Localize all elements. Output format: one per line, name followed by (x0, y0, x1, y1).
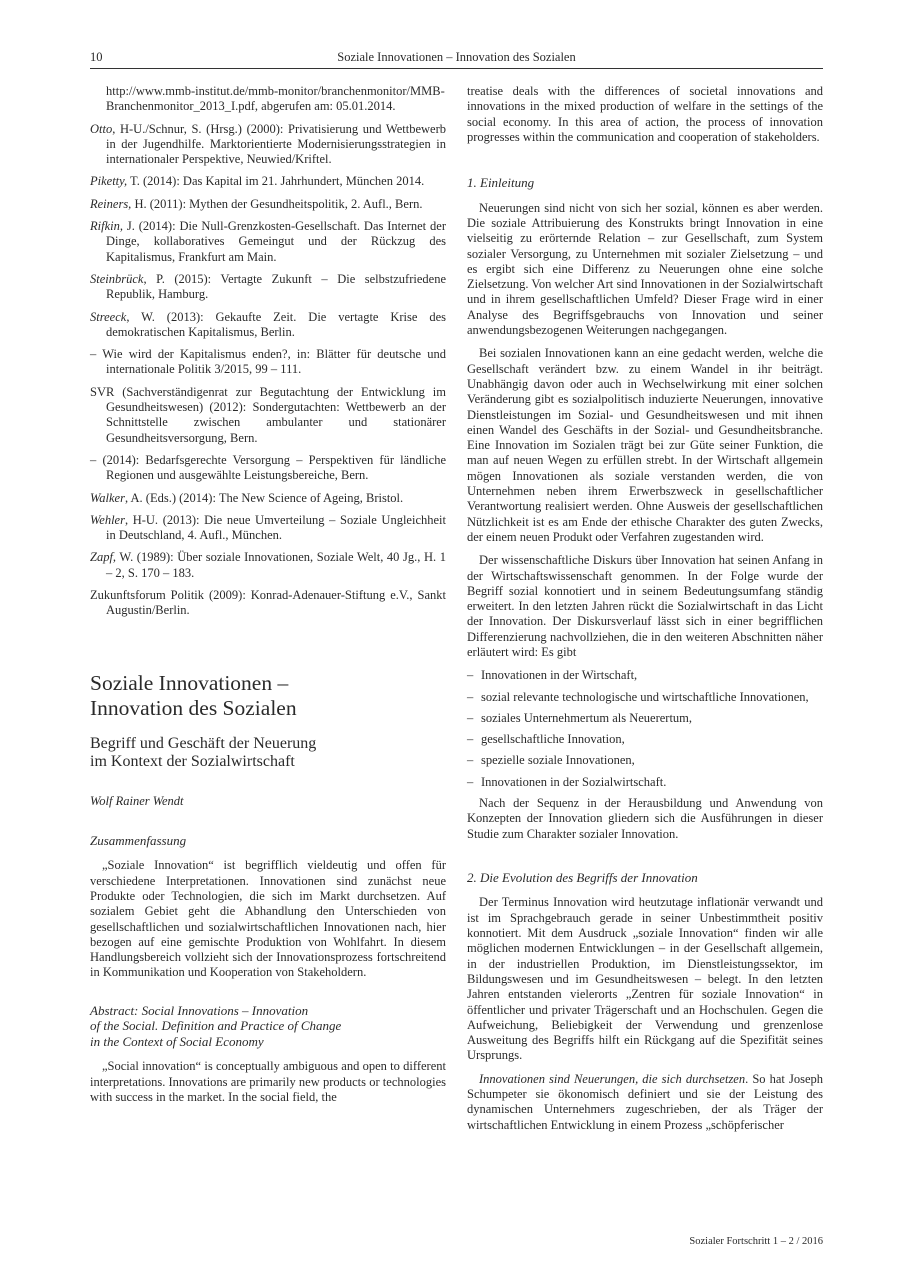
list-item: – Innovationen in der Wirtschaft, (467, 668, 638, 683)
reference-item: SVR (Sachverständigenrat zur Begutachtung der Entwicklung im Gesundheitswesen) (2012): Sondergutachten: Wettbewerb an der Schnittstelle zwischen ambulanter und stationärer Gesundheitsversorgung, Bern. (90, 384, 446, 445)
reference-list (90, 84, 446, 619)
paragraph: Der Terminus Innovation wird heutzutage inflationär verwandt und ist im Sprachgebrauch gerade in seiner Unbestimmtheit positiv konnotiert. Mit dem Ausdruck „soziale Innovation“ finden wir alle möglichen modernen Entwicklungen – in der Gesellschaft allgemein, in der industriellen Produktion, im Dienstleistungssektor, im Bildungswesen und im Gesundheitswesen – belegt. In den letzten Jahren entstanden vielerorts „Zentren für soziale Innovation“ in öffentlicher und privater Trägerschaft und an Hochschulen. Gegen die Aufweichung, Beliebigkeit der Verwendung und grenzenlose Ausweitung des Begriffs hilft ein Rückgang auf die Spezifität seines Ursprungs. (467, 895, 823, 1063)
concept-list (467, 668, 823, 790)
paragraph: Neuerungen sind nicht von sich her sozial, können es aber werden. Die soziale Attribuierung des Konstrukts bringt Innovation in eine vielseitig zu erörternde Relation – zur Gesellschaft, zum System sozialer Versorgung, zu Unternehmen mit sozialer Zielsetzung – und es ergibt sich eine Differenz zu Neuerungen ohne eine solche Zielsetzung. Von welcher Art sind Innovationen in der Sozialwirtschaft und in ihrem gesellschaftlichen Umfeld? Dieser Frage wird in einer Analyse des Begriffsgebrauchs von Innovation und seiner anwendungsbezogenen Weiterungen nachgegangen. (467, 200, 823, 338)
reference-item: Rifkin, J. (2014): Die Null-Grenzkosten-Gesellschaft. Das Internet der Dinge, kollaboratives Gemeingut und der Rückzug des Kapitalismus, Frankfurt am Main. (90, 219, 446, 264)
abstract-text: „Social innovation“ is conceptually ambiguous and open to different interpretations. Innovations are primarily new products or technologies with success in the market. In the social field, the (90, 1059, 446, 1104)
section-heading-introduction: 1. Einleitung (467, 175, 535, 191)
abstract-text-continued: treatise deals with the differences of societal innovations and innovations in the mixed production of welfare in the settings of the social economy. In this area of action, the process of innovation progresses within the communication and cooperation of stakeholders. (467, 84, 823, 144)
right-column (467, 84, 823, 1141)
abstract-heading: Abstract: Social Innovations – Innovation of the Social. Definition and Practice of Change in the Context of Social Economy (90, 1002, 342, 1049)
reference-item: Wehler, H-U. (2013): Die neue Umverteilung – Soziale Ungleichheit in Deutschland, 4. Aufl., München. (90, 512, 446, 543)
reference-item: Reiners, H. (2011): Mythen der Gesundheitspolitik, 2. Aufl., Bern. (90, 196, 423, 211)
paragraph: Bei sozialen Innovationen kann an eine gedacht werden, welche die Gesellschaft verändert bzw. zu einem Wandel in ihr beiträgt. Unabhängig davon oder auch in Wechselwirkung mit einer solchen Veränderung gibt es sozialpolitisch induzierte Neuerungen, innovative Dienstleistungen im Sozial- und Gesundheitswesen und mit ihnen einen Wandel des Geschäfts in der Sozial- und Gesundheitsbranche. Eine Innovation im Sozialen trägt bei zur Güte seiner Funktion, die man auf neuen Wegen zu erfüllen strebt. In der Wirtschaft allgemein mögen Innovationen als soziale verstanden werden, die von Unternehmen neben ihrem Erwerbszweck in gesellschaftlicher Verantwortung realisiert werden. Ohne Ausweis der gesellschaftlichen Nützlichkeit ist es am Ende der ethische Charakter des guten Zwecks, der einem neuen Produkt oder Verfahren zugestanden wird. (467, 346, 823, 544)
reference-item: Piketty, T. (2014): Das Kapital im 21. Jahrhundert, München 2014. (90, 174, 425, 189)
list-item: – spezielle soziale Innovationen, (467, 753, 635, 768)
summary-heading: Zusammenfassung (90, 832, 187, 848)
reference-item: Zapf, W. (1989): Über soziale Innovationen, Soziale Welt, 40 Jg., H. 1 – 2, S. 170 – 183. (90, 550, 446, 580)
reference-item: Streeck, W. (2013): Gekaufte Zeit. Die vertagte Krise des demokratischen Kapitalismus, Berlin. (90, 309, 446, 339)
list-item: – gesellschaftliche Innovation, (467, 732, 625, 747)
reference-item: Walker, A. (Eds.) (2014): The New Science of Ageing, Bristol. (90, 490, 404, 505)
page-number: 10 (90, 50, 103, 64)
paragraph: Nach der Sequenz in der Herausbildung und Anwendung von Konzepten der Innovation gliedern sich die Ausführungen in dieser Studie zum Charakter sozialer Innovation. (467, 796, 823, 841)
reference-item: Otto, H-U./Schnur, S. (Hrsg.) (2000): Privatisierung und Wettbewerb in der Jugendhilfe. Marktorientierte Modernisierungsstrategien in internationaler Perspektive, Neuwied/Kriftel. (90, 121, 446, 167)
paragraph: Innovationen sind Neuerungen, die sich durchsetzen. So hat Joseph Schumpeter sie ökonomisch definiert und sie der Leistung des dynamischen Unternehmers zugeschrieben, der als Träger der wirtschaftlichen Entwicklung in einem Prozess „schöpferischer (467, 1071, 823, 1132)
reference-item: – (2014): Bedarfsgerechte Versorgung – Perspektiven für ländliche Regionen und ausgewählte Leistungsbereiche, Bern. (90, 452, 446, 483)
running-title: Soziale Innovationen – Innovation des Sozialen (337, 50, 576, 64)
left-column (90, 84, 446, 1113)
article-author: Wolf Rainer Wendt (90, 793, 184, 808)
reference-item: Steinbrück, P. (2015): Vertagte Zukunft – Die selbstzufriedene Republik, Hamburg. (90, 271, 446, 302)
article-title: Soziale Innovationen – Innovation des Sozialen (90, 670, 297, 720)
section-heading-evolution: 2. Die Evolution des Begriffs der Innovation (467, 869, 698, 885)
running-header (90, 50, 823, 69)
reference-item: Zukunftsforum Politik (2009): Konrad-Adenauer-Stiftung e.V., Sankt Augustin/Berlin. (90, 588, 446, 618)
journal-footer: Sozialer Fortschritt 1 – 2 / 2016 (689, 1236, 823, 1247)
paragraph: Der wissenschaftliche Diskurs über Innovation hat seinen Anfang in der Wirtschaftswissenschaft genommen. In der Folge wurde der Begriff sozial konnotiert und in seinem Bedeutungsumfang ständig erweitert. In den letzten Jahren rückt die Sozialwirtschaft in das Licht der Innovation. Der Diskursverlauf lässt sich in einer begrifflichen Differenzierung nachvollziehen, die in den weiteren Abschnitten näher erläutert wird: Es gibt (467, 553, 823, 659)
reference-item: http://www.mmb-institut.de/mmb-monitor/branchenmonitor/MMB-Branchenmonitor_2013_I.pdf, abgerufen am: 05.01.2014. (106, 84, 445, 114)
summary-text: „Soziale Innovation“ ist begrifflich vieldeutig und offen für verschiedene Interpretationen. Innovationen sind zunächst neue Produkte oder Technologien, die sich im Markt durchsetzen. Auf sozialem Gebiet geht die Abhandlung den Unterschieden von gesellschaftlichen und sozialwirtschaftlichen Innovationen nach, hier bezogen auf eine gemischte Produktion von Wohlfahrt. In diesem Handlungsbereich vollzieht sich der Innovationsprozess fortschreitend in Kommunikation und Kooperation von Stakeholdern. (90, 858, 446, 980)
list-item: – sozial relevante technologische und wirtschaftliche Innovationen, (467, 689, 809, 704)
article-subtitle: Begriff und Geschäft der Neuerung im Kontext der Sozialwirtschaft (90, 734, 317, 771)
list-item: – Innovationen in der Sozialwirtschaft. (467, 774, 667, 789)
list-item: – soziales Unternehmertum als Neuerertum, (467, 710, 693, 725)
reference-item: – Wie wird der Kapitalismus enden?, in: Blätter für deutsche und internationale Politik 3/2015, 99 – 111. (90, 347, 446, 377)
